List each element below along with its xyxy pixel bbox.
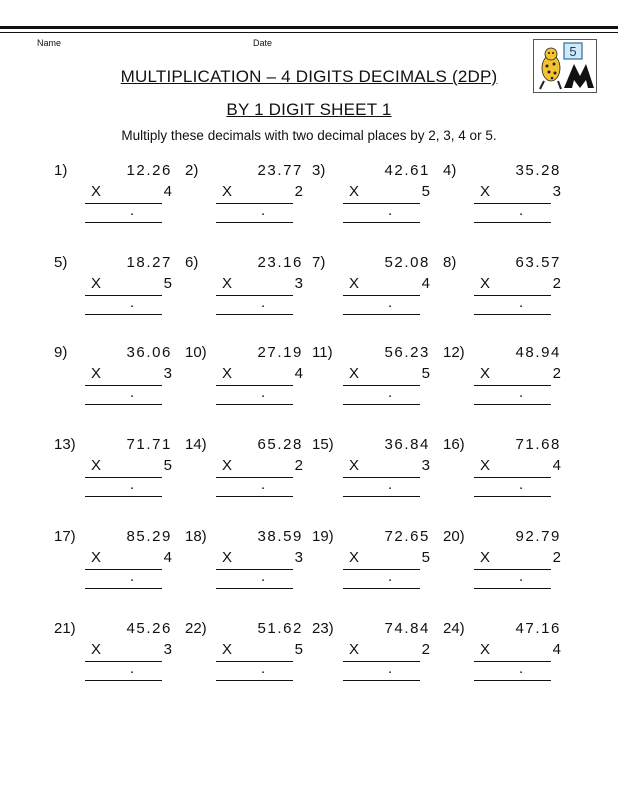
problem-item: [185, 436, 315, 506]
product-line: [85, 661, 162, 662]
product-line: [85, 477, 162, 478]
problem-number: 2): [185, 162, 199, 179]
top-number: 65.28: [257, 436, 303, 453]
problem-number: 8): [443, 254, 457, 271]
answer-line[interactable]: [216, 404, 293, 405]
product-line: [343, 569, 420, 570]
answer-decimal-point: .: [519, 202, 524, 219]
multiplier: 3: [552, 183, 561, 200]
problem-number: 4): [443, 162, 457, 179]
answer-decimal-point: .: [388, 202, 393, 219]
answer-line[interactable]: [216, 588, 293, 589]
top-number: 23.16: [257, 254, 303, 271]
problem-number: 1): [54, 162, 68, 179]
product-line: [343, 477, 420, 478]
problem-number: 5): [54, 254, 68, 271]
problem-item: [443, 162, 573, 232]
answer-line[interactable]: [216, 496, 293, 497]
multiplier: 4: [163, 549, 172, 566]
problem-item: [185, 162, 315, 232]
product-line: [474, 569, 551, 570]
top-number: 71.68: [515, 436, 561, 453]
product-line: [474, 203, 551, 204]
multiplier: 5: [294, 641, 303, 658]
answer-line[interactable]: [216, 314, 293, 315]
top-number: 23.77: [257, 162, 303, 179]
problem-number: 15): [312, 436, 334, 453]
multiply-sign: X: [91, 183, 102, 200]
problem-item: [54, 620, 184, 690]
answer-line[interactable]: [474, 404, 551, 405]
date-label: Date: [253, 38, 273, 48]
multiplier: 5: [163, 457, 172, 474]
answer-line[interactable]: [85, 496, 162, 497]
top-number: 85.29: [126, 528, 172, 545]
multiply-sign: X: [480, 457, 491, 474]
multiplier: 5: [163, 275, 172, 292]
problem-number: 12): [443, 344, 465, 361]
top-number: 27.19: [257, 344, 303, 361]
problem-number: 24): [443, 620, 465, 637]
problem-number: 10): [185, 344, 207, 361]
multiply-sign: X: [349, 365, 360, 382]
top-number: 42.61: [384, 162, 430, 179]
multiply-sign: X: [222, 183, 233, 200]
multiplier: 4: [552, 641, 561, 658]
multiply-sign: X: [480, 641, 491, 658]
answer-decimal-point: .: [130, 202, 135, 219]
problem-item: [443, 620, 573, 690]
answer-line[interactable]: [474, 222, 551, 223]
name-label: Name: [37, 38, 62, 48]
multiply-sign: X: [349, 549, 360, 566]
problem-number: 11): [312, 344, 333, 361]
answer-line[interactable]: [216, 680, 293, 681]
answer-line[interactable]: [343, 680, 420, 681]
title-line-1: MULTIPLICATION – 4 DIGITS DECIMALS (2DP): [120, 67, 498, 86]
answer-line[interactable]: [85, 314, 162, 315]
top-number: 92.79: [515, 528, 561, 545]
multiplier: 2: [552, 549, 561, 566]
answer-line[interactable]: [343, 222, 420, 223]
top-number: 38.59: [257, 528, 303, 545]
problem-item: [312, 528, 442, 598]
product-line: [474, 295, 551, 296]
product-line: [85, 203, 162, 204]
answer-decimal-point: .: [388, 568, 393, 585]
top-number: 12.26: [126, 162, 172, 179]
product-line: [216, 385, 293, 386]
answer-decimal-point: .: [130, 294, 135, 311]
problem-item: [443, 254, 573, 324]
product-line: [216, 569, 293, 570]
product-line: [216, 295, 293, 296]
problem-item: [185, 528, 315, 598]
problem-number: 16): [443, 436, 465, 453]
answer-line[interactable]: [85, 404, 162, 405]
problem-number: 18): [185, 528, 207, 545]
problem-number: 13): [54, 436, 76, 453]
answer-line[interactable]: [85, 588, 162, 589]
answer-decimal-point: .: [261, 384, 266, 401]
multiplier: 5: [421, 549, 430, 566]
top-number: 47.16: [515, 620, 561, 637]
multiply-sign: X: [91, 549, 102, 566]
problem-number: 19): [312, 528, 334, 545]
problem-number: 6): [185, 254, 199, 271]
multiply-sign: X: [91, 457, 102, 474]
multiplier: 2: [294, 457, 303, 474]
multiplier: 3: [421, 457, 430, 474]
answer-decimal-point: .: [519, 294, 524, 311]
problem-item: [312, 254, 442, 324]
problem-number: 3): [312, 162, 326, 179]
multiplier: 4: [552, 457, 561, 474]
problem-item: [54, 436, 184, 506]
problem-item: [312, 344, 442, 414]
top-number: 71.71: [126, 436, 172, 453]
top-number: 48.94: [515, 344, 561, 361]
answer-decimal-point: .: [519, 384, 524, 401]
answer-decimal-point: .: [130, 384, 135, 401]
top-number: 74.84: [384, 620, 430, 637]
answer-decimal-point: .: [519, 568, 524, 585]
multiply-sign: X: [222, 365, 233, 382]
multiplier: 5: [421, 365, 430, 382]
answer-line[interactable]: [216, 222, 293, 223]
multiplier: 4: [163, 183, 172, 200]
multiply-sign: X: [91, 275, 102, 292]
problem-item: [54, 254, 184, 324]
multiply-sign: X: [222, 549, 233, 566]
product-line: [343, 661, 420, 662]
problem-item: [443, 436, 573, 506]
problem-item: [185, 254, 315, 324]
problem-item: [54, 528, 184, 598]
top-number: 18.27: [126, 254, 172, 271]
answer-line[interactable]: [474, 680, 551, 681]
multiplier: 3: [163, 641, 172, 658]
multiply-sign: X: [480, 365, 491, 382]
answer-decimal-point: .: [388, 660, 393, 677]
problem-item: [312, 620, 442, 690]
problem-item: [54, 344, 184, 414]
multiply-sign: X: [222, 275, 233, 292]
problem-number: 21): [54, 620, 76, 637]
problem-number: 14): [185, 436, 207, 453]
multiplier: 3: [163, 365, 172, 382]
answer-decimal-point: .: [388, 384, 393, 401]
product-line: [343, 203, 420, 204]
top-number: 51.62: [257, 620, 303, 637]
multiplier: 2: [552, 275, 561, 292]
problem-item: [443, 344, 573, 414]
top-number: 56.23: [384, 344, 430, 361]
multiplier: 4: [421, 275, 430, 292]
answer-decimal-point: .: [261, 660, 266, 677]
answer-line[interactable]: [343, 404, 420, 405]
top-number: 72.65: [384, 528, 430, 545]
multiplier: 3: [294, 275, 303, 292]
multiply-sign: X: [349, 641, 360, 658]
multiply-sign: X: [480, 275, 491, 292]
multiplier: 2: [552, 365, 561, 382]
multiplier: 5: [421, 183, 430, 200]
product-line: [216, 203, 293, 204]
multiplier: 2: [294, 183, 303, 200]
problem-number: 20): [443, 528, 465, 545]
multiply-sign: X: [349, 183, 360, 200]
answer-line[interactable]: [85, 680, 162, 681]
answer-decimal-point: .: [388, 476, 393, 493]
answer-line[interactable]: [474, 496, 551, 497]
answer-line[interactable]: [474, 314, 551, 315]
problem-number: 9): [54, 344, 68, 361]
multiply-sign: X: [480, 549, 491, 566]
answer-line[interactable]: [474, 588, 551, 589]
multiplier: 2: [421, 641, 430, 658]
product-line: [85, 569, 162, 570]
problem-number: 23): [312, 620, 334, 637]
product-line: [85, 385, 162, 386]
answer-decimal-point: .: [261, 476, 266, 493]
answer-decimal-point: .: [519, 660, 524, 677]
multiplier: 3: [294, 549, 303, 566]
problem-item: [185, 344, 315, 414]
multiplier: 4: [294, 365, 303, 382]
answer-decimal-point: .: [130, 476, 135, 493]
multiply-sign: X: [91, 641, 102, 658]
answer-decimal-point: .: [519, 476, 524, 493]
problem-item: [443, 528, 573, 598]
answer-decimal-point: .: [388, 294, 393, 311]
problem-number: 22): [185, 620, 207, 637]
product-line: [343, 295, 420, 296]
top-number: 63.57: [515, 254, 561, 271]
product-line: [474, 385, 551, 386]
multiply-sign: X: [222, 641, 233, 658]
multiply-sign: X: [91, 365, 102, 382]
answer-decimal-point: .: [261, 202, 266, 219]
problem-item: [185, 620, 315, 690]
answer-line[interactable]: [343, 588, 420, 589]
product-line: [216, 661, 293, 662]
top-number: 45.26: [126, 620, 172, 637]
answer-line[interactable]: [343, 314, 420, 315]
problem-number: 17): [54, 528, 76, 545]
multiply-sign: X: [480, 183, 491, 200]
instructions: Multiply these decimals with two decimal places by 2, 3, 4 or 5.: [121, 128, 497, 143]
problem-item: [312, 436, 442, 506]
problem-item: [312, 162, 442, 232]
answer-decimal-point: .: [261, 568, 266, 585]
answer-line[interactable]: [343, 496, 420, 497]
multiply-sign: X: [222, 457, 233, 474]
top-number: 36.06: [126, 344, 172, 361]
answer-line[interactable]: [85, 222, 162, 223]
product-line: [474, 661, 551, 662]
multiply-sign: X: [349, 275, 360, 292]
top-number: 35.28: [515, 162, 561, 179]
product-line: [474, 477, 551, 478]
problem-item: [54, 162, 184, 232]
product-line: [343, 385, 420, 386]
title-line-2: BY 1 DIGIT SHEET 1: [226, 100, 392, 119]
product-line: [216, 477, 293, 478]
problem-number: 7): [312, 254, 326, 271]
multiply-sign: X: [349, 457, 360, 474]
top-number: 52.08: [384, 254, 430, 271]
logo-badge-number: 5: [569, 44, 577, 59]
answer-decimal-point: .: [130, 660, 135, 677]
answer-decimal-point: .: [261, 294, 266, 311]
product-line: [85, 295, 162, 296]
top-number: 36.84: [384, 436, 430, 453]
answer-decimal-point: .: [130, 568, 135, 585]
